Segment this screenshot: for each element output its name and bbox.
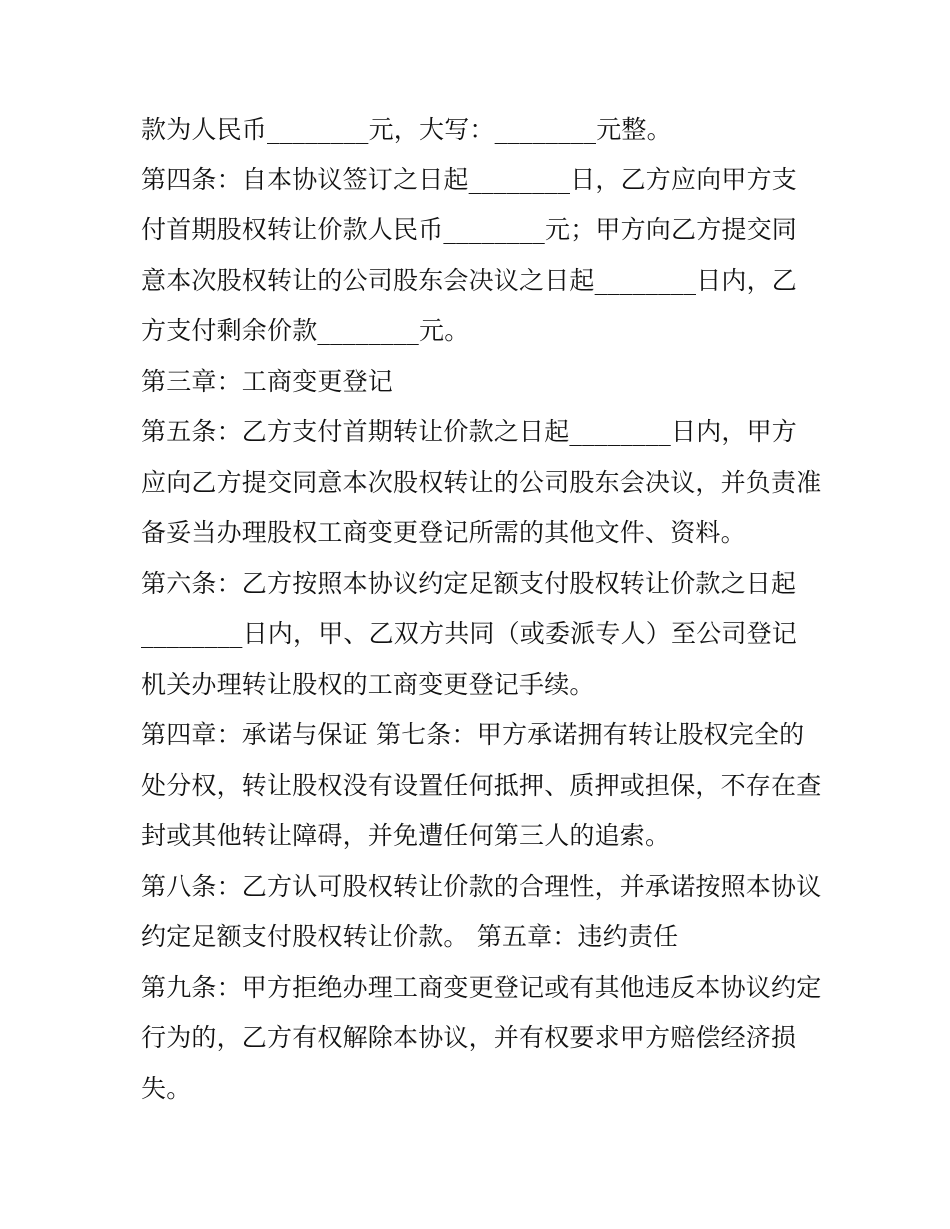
text-line: 第六条：乙方按照本协议约定足额支付股权转让价款之日起: [141, 569, 797, 598]
text-line: 应向乙方提交同意本次股权转让的公司股东会决议，并负责准: [141, 468, 822, 497]
text-line: 第九条：甲方拒绝办理工商变更登记或有其他违反本协议约定: [141, 973, 822, 1002]
text-line: 方支付剩余价款________元。: [141, 316, 470, 345]
text-line: 意本次股权转让的公司股东会决议之日起________日内，乙: [141, 266, 798, 295]
text-line: 机关办理转让股权的工商变更登记手续。: [141, 670, 595, 699]
text-line: ________日内，甲、乙双方共同（或委派专人）至公司登记: [141, 619, 798, 648]
text-line: 处分权，转让股权没有设置任何抵押、质押或担保，不存在查: [141, 771, 822, 800]
text-line: 第四章：承诺与保证 第七条：甲方承诺拥有转让股权完全的: [141, 720, 805, 749]
text-line: 第八条：乙方认可股权转让价款的合理性，并承诺按照本协议: [141, 872, 822, 901]
text-line: 行为的，乙方有权解除本协议，并有权要求甲方赔偿经济损: [141, 1023, 797, 1052]
text-line: 第五条：乙方支付首期转让价款之日起________日内，甲方: [141, 417, 798, 446]
text-line: 付首期股权转让价款人民币________元；甲方向乙方提交同: [141, 215, 798, 244]
text-line: 备妥当办理股权工商变更登记所需的其他文件、资料。: [141, 518, 746, 547]
text-line: 款为人民币________元，大写：________元整。: [141, 115, 672, 144]
text-line: 约定足额支付股权转让价款。 第五章：违约责任: [141, 922, 679, 951]
chapter-heading: 第三章：工商变更登记: [141, 367, 394, 396]
text-line: 失。: [141, 1074, 192, 1103]
text-line: 第四条：自本协议签订之日起________日，乙方应向甲方支: [141, 165, 798, 194]
text-line: 封或其他转让障碍，并免遭任何第三人的追索。: [141, 821, 671, 850]
